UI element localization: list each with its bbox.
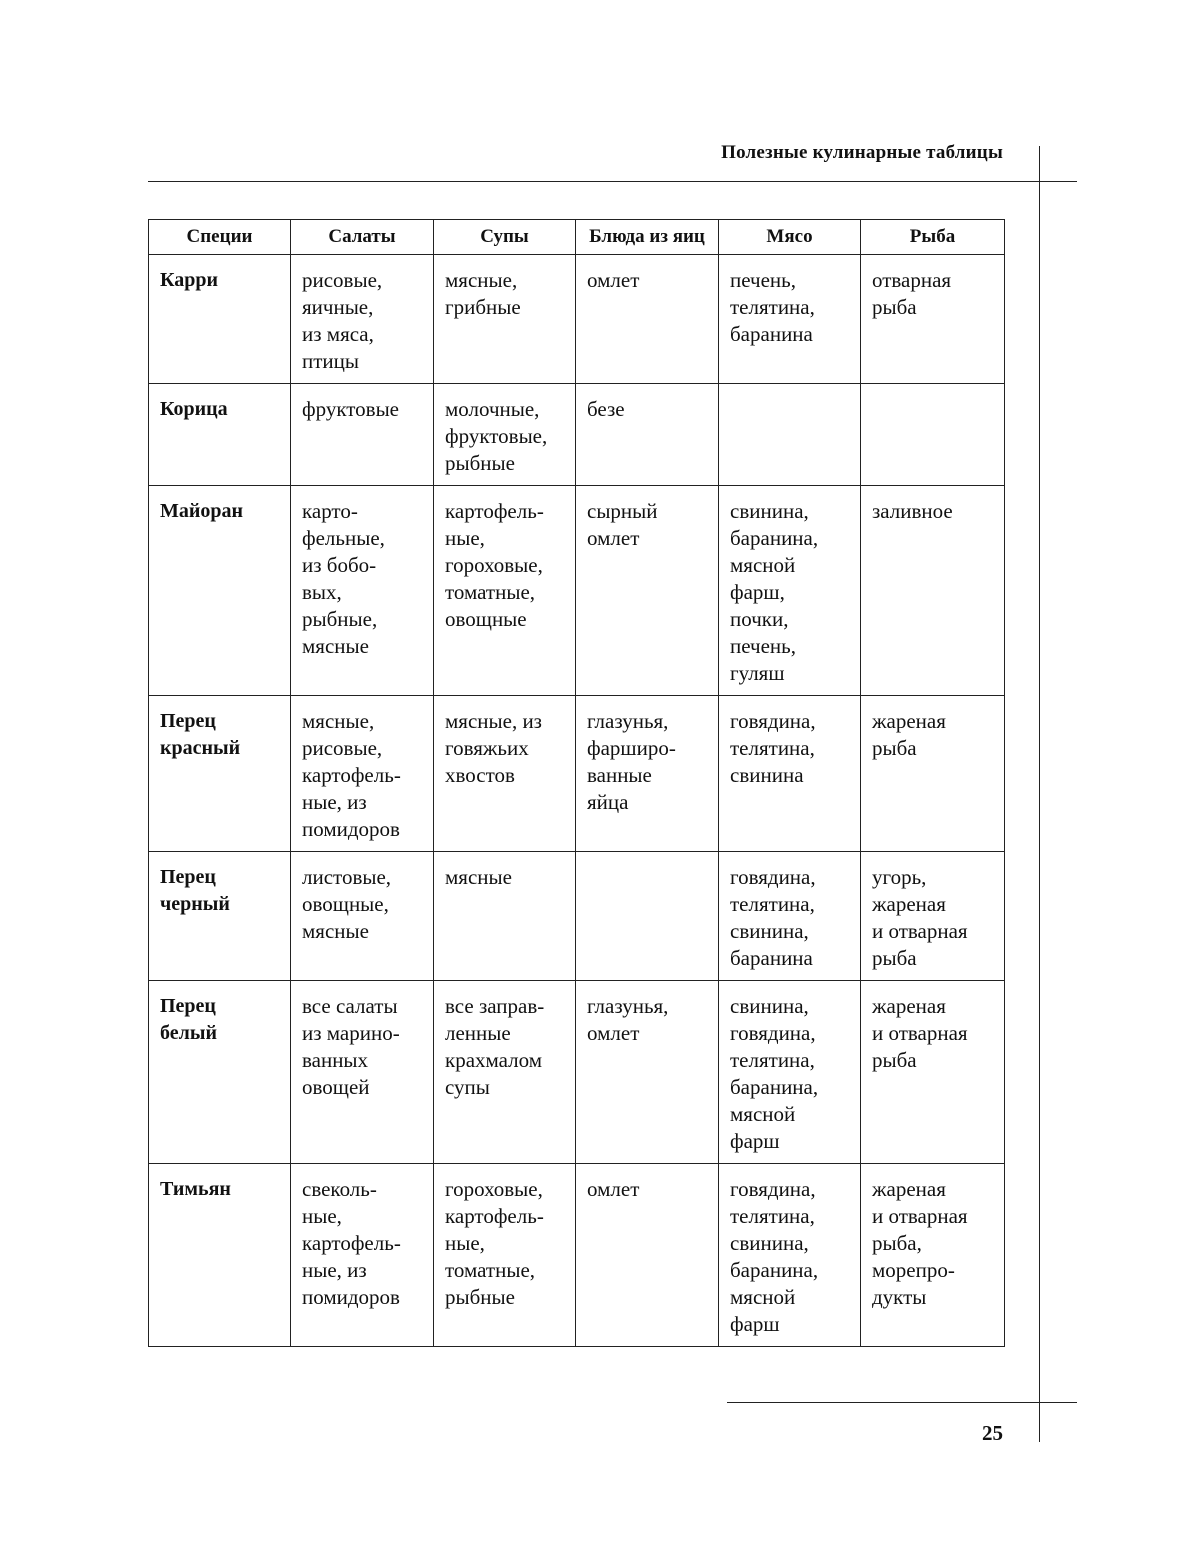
cell-text-line: баранина, [730,1075,819,1099]
cell-text-line: рыбные, [302,607,378,631]
table-row [149,981,1005,1164]
cell-text-line: ные, [302,1204,342,1228]
cell-text-line: ные, [445,1231,485,1255]
meat-cell [719,1164,861,1347]
cell-text-line: рыба [872,736,917,760]
cell-text-line: гороховые, [445,1177,543,1201]
cell-text-line: все салаты [302,994,398,1018]
cell-text-line: рыба [872,1048,917,1072]
spice-name-line: Карри [160,269,219,291]
margin-vertical-rule [1039,146,1040,1442]
salads-cell [291,696,434,852]
spice-name-cell [149,1164,291,1347]
cell-text-line: телятина, [730,892,815,916]
cell-text-line: свинина, [730,499,809,523]
table-row [149,696,1005,852]
salads-cell [291,981,434,1164]
cell-text-line: баранина, [730,1258,819,1282]
cell-text-line: баранина [730,946,813,970]
cell-text-line: телятина, [730,295,815,319]
cell-text-line: безе [587,397,625,421]
spice-name-line: красный [160,737,241,759]
cell-text-line: картофель- [302,1231,401,1255]
cell-text-line: и отварная [872,919,968,943]
cell-text-line: из бобо- [302,553,377,577]
spice-name-line: Перец [160,710,216,732]
salads-cell [291,1164,434,1347]
spice-name-line: черный [160,893,230,915]
cell-text-line: фарш [730,1129,780,1153]
cell-text-line: омлет [587,1177,640,1201]
cell-text-line: овощей [302,1075,370,1099]
cell-text-line: почки, [730,607,789,631]
cell-text-line: жареная [872,994,946,1018]
cell-text-line: печень, [730,268,796,292]
cell-text-line: сырный [587,499,658,523]
table-row [149,255,1005,384]
page-number: 25 [982,1421,1003,1445]
cell-text-line: баранина, [730,526,819,550]
cell-text-line: ные, из [302,790,367,814]
cell-text-line: листовые, [302,865,392,889]
spice-name-line: Тимьян [160,1178,231,1200]
cell-text-line: картофель- [445,499,544,523]
cell-text-line: ванных [302,1048,369,1072]
cell-text-line: телятина, [730,736,815,760]
cell-text-line: хвостов [445,763,515,787]
cell-text-line: мясные, [445,268,518,292]
cell-text-line: говядина, [730,1021,816,1045]
cell-text-line: рисовые, [302,736,383,760]
running-head-title: Полезные кулинарные таблицы [721,142,1003,163]
egg-dishes-cell [576,1164,719,1347]
cell-text-line: птицы [302,349,360,373]
cell-text-line: вых, [302,580,342,604]
spice-name-cell [149,255,291,384]
cell-text-line: молочные, [445,397,540,421]
cell-text-line: телятина, [730,1048,815,1072]
cell-text-line: яичные, [302,295,374,319]
column-header-fish: Рыба [861,220,1005,255]
fish-cell [861,981,1005,1164]
spice-name-line: Перец [160,995,216,1017]
spice-name-cell [149,852,291,981]
cell-text-line: помидоров [302,817,400,841]
cell-text-line: рыбные [445,1285,515,1309]
cell-text-line: печень, [730,634,796,658]
cell-text-line: жареная [872,1177,946,1201]
table-row [149,852,1005,981]
egg-dishes-cell [576,696,719,852]
spice-name-cell [149,384,291,486]
meat-cell [719,981,861,1164]
salads-cell [291,486,434,696]
cell-text-line: грибные [445,295,521,319]
cell-text-line: свинина [730,763,804,787]
cell-text-line: телятина, [730,1204,815,1228]
cell-text-line: яйца [587,790,629,814]
soups-cell [434,384,576,486]
cell-text-line: ванные [587,763,652,787]
cell-text-line: рыба [872,946,917,970]
spice-name-line: белый [160,1022,217,1044]
meat-cell [719,486,861,696]
cell-text-line: мясной [730,553,796,577]
cell-text-line: мясные [445,865,512,889]
soups-cell [434,1164,576,1347]
cell-text-line: картофель- [445,1204,544,1228]
cell-text-line: мясной [730,1102,796,1126]
fish-cell [861,696,1005,852]
cell-text-line: отварная [872,268,952,292]
cell-text-line: свинина, [730,919,809,943]
cell-text-line: мясные [302,634,369,658]
cell-text-line: мясной [730,1285,796,1309]
cell-text-line: свинина, [730,1231,809,1255]
egg-dishes-cell [576,981,719,1164]
cell-text-line: фельные, [302,526,385,550]
cell-text-line: морепро- [872,1258,955,1282]
cell-text-line: рисовые, [302,268,383,292]
cell-text-line: заливное [872,499,953,523]
footer-rule [727,1402,1077,1403]
cell-text-line: томатные, [445,580,536,604]
table-body [149,255,1005,1347]
spice-name-line: Перец [160,866,216,888]
cell-text-line: глазунья, [587,709,669,733]
cell-text-line: фарширо- [587,736,676,760]
cell-text-line: карто- [302,499,358,523]
soups-cell [434,255,576,384]
soups-cell [434,696,576,852]
fish-cell [861,384,1005,486]
meat-cell [719,696,861,852]
cell-text-line: фруктовые, [445,424,548,448]
table-header-row [149,220,1005,255]
cell-text-line: фарш, [730,580,785,604]
meat-cell [719,255,861,384]
meat-cell [719,384,861,486]
cell-text-line: говядина, [730,865,816,889]
cell-text-line: все заправ- [445,994,545,1018]
cell-text-line: омлет [587,1021,640,1045]
cell-text-line: гуляш [730,661,785,685]
cell-text-line: овощные, [302,892,389,916]
cell-text-line: мясные, из [445,709,542,733]
spice-pairing-table [148,219,1005,1347]
cell-text-line: омлет [587,526,640,550]
cell-text-line: омлет [587,268,640,292]
cell-text-line: ленные [445,1021,511,1045]
salads-cell [291,852,434,981]
table-row [149,1164,1005,1347]
cell-text-line: овощные [445,607,527,631]
cell-text-line: говяжьих [445,736,529,760]
spice-name-cell [149,486,291,696]
header-rule [148,181,1077,182]
spice-name-cell [149,696,291,852]
cell-text-line: угорь, [872,865,927,889]
cell-text-line: жареная [872,892,946,916]
egg-dishes-cell [576,486,719,696]
cell-text-line: жареная [872,709,946,733]
cell-text-line: из мяса, [302,322,374,346]
cell-text-line: баранина [730,322,813,346]
cell-text-line: фруктовые [302,397,400,421]
column-header-egg-dishes: Блюда из яиц [576,220,719,255]
cell-text-line: крахмалом [445,1048,543,1072]
cell-text-line: гороховые, [445,553,543,577]
spice-name-line: Майоран [160,500,244,522]
cell-text-line: помидоров [302,1285,400,1309]
cell-text-line: дукты [872,1285,927,1309]
soups-cell [434,486,576,696]
cell-text-line: рыба [872,295,917,319]
table-row [149,384,1005,486]
table-row [149,486,1005,696]
column-header-meat: Мясо [719,220,861,255]
fish-cell [861,1164,1005,1347]
spice-name-line: Корица [160,398,228,420]
cell-text-line: рыба, [872,1231,922,1255]
cell-text-line: фарш [730,1312,780,1336]
cell-text-line: мясные, [302,709,375,733]
cell-text-line: глазунья, [587,994,669,1018]
cell-text-line: и отварная [872,1021,968,1045]
cell-text-line: томатные, [445,1258,536,1282]
fish-cell [861,255,1005,384]
cell-text-line: говядина, [730,1177,816,1201]
cell-text-line: свинина, [730,994,809,1018]
cell-text-line: рыбные [445,451,515,475]
meat-cell [719,852,861,981]
cell-text-line: картофель- [302,763,401,787]
cell-text-line: ные, [445,526,485,550]
salads-cell [291,255,434,384]
column-header-salads: Салаты [291,220,434,255]
egg-dishes-cell [576,255,719,384]
spice-name-cell [149,981,291,1164]
cell-text-line: и отварная [872,1204,968,1228]
soups-cell [434,981,576,1164]
salads-cell [291,384,434,486]
column-header-spices: Специи [149,220,291,255]
fish-cell [861,852,1005,981]
cell-text-line: ные, из [302,1258,367,1282]
cell-text-line: из марино- [302,1021,400,1045]
egg-dishes-cell [576,384,719,486]
column-header-soups: Супы [434,220,576,255]
soups-cell [434,852,576,981]
cell-text-line: мясные [302,919,369,943]
cell-text-line: супы [445,1075,490,1099]
egg-dishes-cell [576,852,719,981]
fish-cell [861,486,1005,696]
cell-text-line: свеколь- [302,1177,377,1201]
cell-text-line: говядина, [730,709,816,733]
